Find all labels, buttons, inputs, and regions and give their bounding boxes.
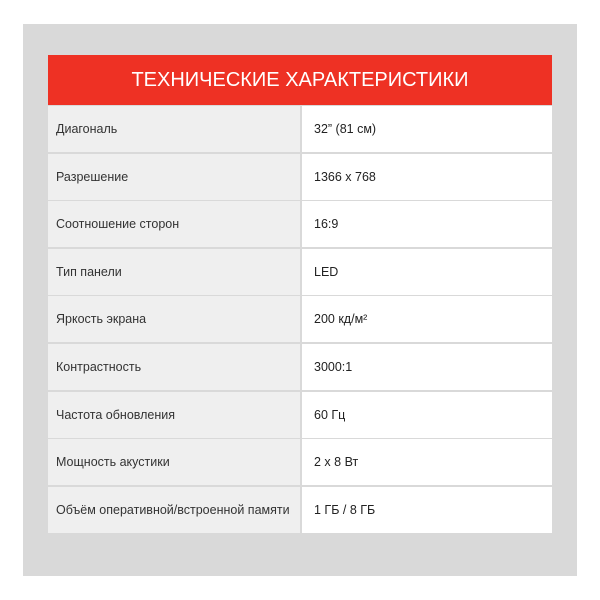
- spec-label: Тип панели: [48, 249, 300, 295]
- specs-rows: [48, 105, 552, 533]
- spec-row-aspect-ratio: [48, 201, 552, 247]
- spec-value: LED: [302, 249, 552, 295]
- spec-row-audio-power: [48, 439, 552, 485]
- spec-value: 1366 x 768: [302, 154, 552, 200]
- spec-label: Частота обновления: [48, 392, 300, 438]
- spec-value: 2 x 8 Вт: [302, 439, 552, 485]
- spec-value: 200 кд/м²: [302, 296, 552, 342]
- spec-value: 16:9: [302, 201, 552, 247]
- spec-row-panel-type: [48, 249, 552, 295]
- spec-label: Диагональ: [48, 106, 300, 152]
- spec-value: 3000:1: [302, 344, 552, 390]
- spec-value: 32” (81 см): [302, 106, 552, 152]
- spec-label: Мощность акустики: [48, 439, 300, 485]
- spec-row-brightness: [48, 296, 552, 342]
- specs-table: [48, 55, 552, 533]
- spec-row-contrast: [48, 344, 552, 390]
- spec-label: Объём оперативной/встроенной памяти: [48, 487, 300, 533]
- spec-label: Разрешение: [48, 154, 300, 200]
- spec-label: Соотношение сторон: [48, 201, 300, 247]
- spec-value: 1 ГБ / 8 ГБ: [302, 487, 552, 533]
- spec-row-resolution: [48, 154, 552, 200]
- spec-label: Яркость экрана: [48, 296, 300, 342]
- specs-header: [48, 55, 552, 105]
- specs-title: ТЕХНИЧЕСКИЕ ХАРАКТЕРИСТИКИ: [131, 68, 469, 91]
- spec-value: 60 Гц: [302, 392, 552, 438]
- specs-panel: [23, 24, 577, 576]
- spec-label: Контрастность: [48, 344, 300, 390]
- spec-row-refresh-rate: [48, 392, 552, 438]
- spec-row-memory: [48, 487, 552, 533]
- spec-row-diagonal: [48, 106, 552, 152]
